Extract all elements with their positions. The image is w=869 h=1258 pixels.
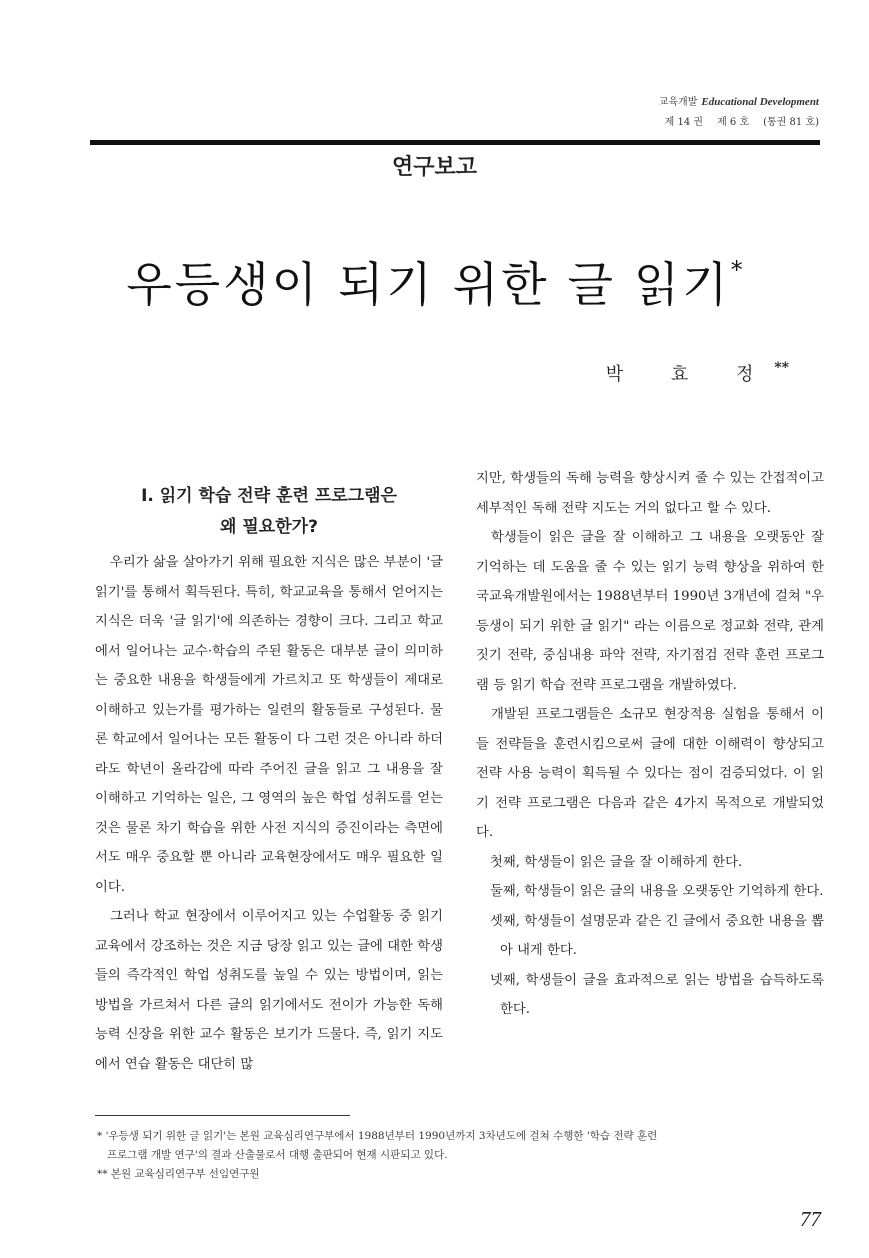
goal-item: 첫째, 학생들이 읽은 글을 잘 이해하게 한다. <box>490 854 743 870</box>
paragraph: 우리가 삶을 살아가기 위해 필요한 지식은 많은 부분이 '글 읽기'를 통해서 획득된다. 특히, 학교교육을 통해서 얻어지는 지식은 더욱 '글 읽기'에 의존하는 경향이 크다. 그리고 학교에서 일어나는 교수·학습의 주된 활동은 대부분 글이 의미하는 중요한 내용을 학생들에게 가르치고 또 학생들이 제대로 이해하고 있는가를 평가하는 일련의 활동들로 구성된다. 물론 학교에서 일어나는 모든 활동이 다 그런 것은 아니라 하더라도 학년이 올라감에 따라 주어진 글을 읽고 그 내용을 잘 이해하고 기억하는 일은, 그 영역의 높은 학업 성취도를 얻는 것은 물론 차기 학습을 위한 사전 지식의 증진이라는 측면에서도 매우 중요할 뿐 아니라 교육현장에서도 매우 필요한 일이다. <box>95 555 443 895</box>
left-column <box>95 548 443 1079</box>
footnote-1-mark: * <box>97 1130 103 1142</box>
footnote-1-line-2: 프로그램 개발 연구'의 결과 산출물로서 대행 출판되어 현재 시판되고 있다. <box>107 1149 448 1161</box>
author <box>606 360 789 386</box>
paragraph-continuation: 지만, 학생들의 독해 능력을 향상시켜 줄 수 있는 간접적이고 세부적인 독해 전략 지도는 거의 없다고 할 수 있다. <box>476 471 824 516</box>
serial-number: (통권 81 호) <box>763 117 819 128</box>
footnotes <box>97 1127 822 1184</box>
footnote-rule <box>95 1115 350 1116</box>
paragraph: 학생들이 읽은 글을 잘 이해하고 그 내용을 오랫동안 잘 기억하는 데 도움을 줄 수 있는 읽기 능력 향상을 위하여 한국교육개발원에서는 1988년부터 1990년 3개년에 걸쳐 "우등생이 되기 위한 글 읽기" 라는 이름으로 정교화 전략, 관계짓기 전략, 중심내용 파악 전략, 자기점검 전략 훈련 프로그램 등 읽기 학습 전략 프로그램을 개발하였다. <box>476 530 824 693</box>
journal-header <box>659 94 819 111</box>
heading-line-2: 왜 필요한가? <box>220 517 318 537</box>
title-footnote-mark: * <box>730 256 743 284</box>
footnote-1 <box>97 1127 822 1146</box>
footnote-2 <box>97 1165 822 1184</box>
issue: 제 6 호 <box>717 117 750 128</box>
footnote-2-mark: ** <box>97 1168 108 1180</box>
section-label: 연구보고 <box>391 155 477 180</box>
right-column <box>476 464 824 1025</box>
page-number: 77 <box>800 1207 821 1231</box>
section-heading <box>95 481 443 543</box>
header-rule <box>90 140 820 145</box>
author-footnote-mark: ** <box>774 360 789 376</box>
footnote-2-text: 본원 교육심리연구부 선임연구원 <box>110 1168 260 1180</box>
goal-item: 넷째, 학생들이 글을 효과적으로 읽는 방법을 습득하도록 한다. <box>490 972 824 1017</box>
volume: 제 14 권 <box>664 117 704 128</box>
journal-name-kr: 교육개발 <box>658 97 698 108</box>
goal-item: 둘째, 학생들이 읽은 글의 내용을 오랫동안 기억하게 한다. <box>490 884 824 899</box>
paragraph: 그러나 학교 현장에서 이루어지고 있는 수업활동 중 읽기 교육에서 강조하는 것은 지금 당장 읽고 있는 글에 대한 학생들의 즉각적인 학업 성취도를 높일 수 있는 방법이며, 읽는 방법을 가르쳐서 다른 글의 읽기에서도 전이가 가능한 독해 능력 신장을 위한 교수 활동은 보기가 드물다. 즉, 읽기 지도에서 연습 활동은 대단히 많 <box>95 909 443 1072</box>
author-name: 박 효 정 <box>605 364 775 385</box>
goal-item: 셋째, 학생들이 설명문과 같은 긴 글에서 중요한 내용을 뽑아 내게 한다. <box>490 913 824 958</box>
issue-info <box>651 114 819 131</box>
article-title <box>0 248 869 315</box>
paragraph: 개발된 프로그램들은 소규모 현장적용 실험을 통해서 이들 전략들을 훈련시킴으로써 글에 대한 이해력이 향상되고 전략 사용 능력이 획득될 수 있다는 점이 검증되었다. 이 읽기 전략 프로그램은 다음과 같은 4가지 목적으로 개발되었다. <box>476 707 824 840</box>
footnote-1-line-1: '우등생 되기 위한 글 읽기'는 본원 교육심리연구부에서 1988년부터 1990년까지 3차년도에 걸쳐 수행한 '학습 전략 훈련 <box>105 1130 658 1142</box>
journal-name-en: Educational Development <box>701 96 819 108</box>
title-text: 우등생이 되기 위한 글 읽기 <box>126 258 731 313</box>
heading-line-1: Ⅰ. 읽기 학습 전략 훈련 프로그램은 <box>141 486 397 506</box>
